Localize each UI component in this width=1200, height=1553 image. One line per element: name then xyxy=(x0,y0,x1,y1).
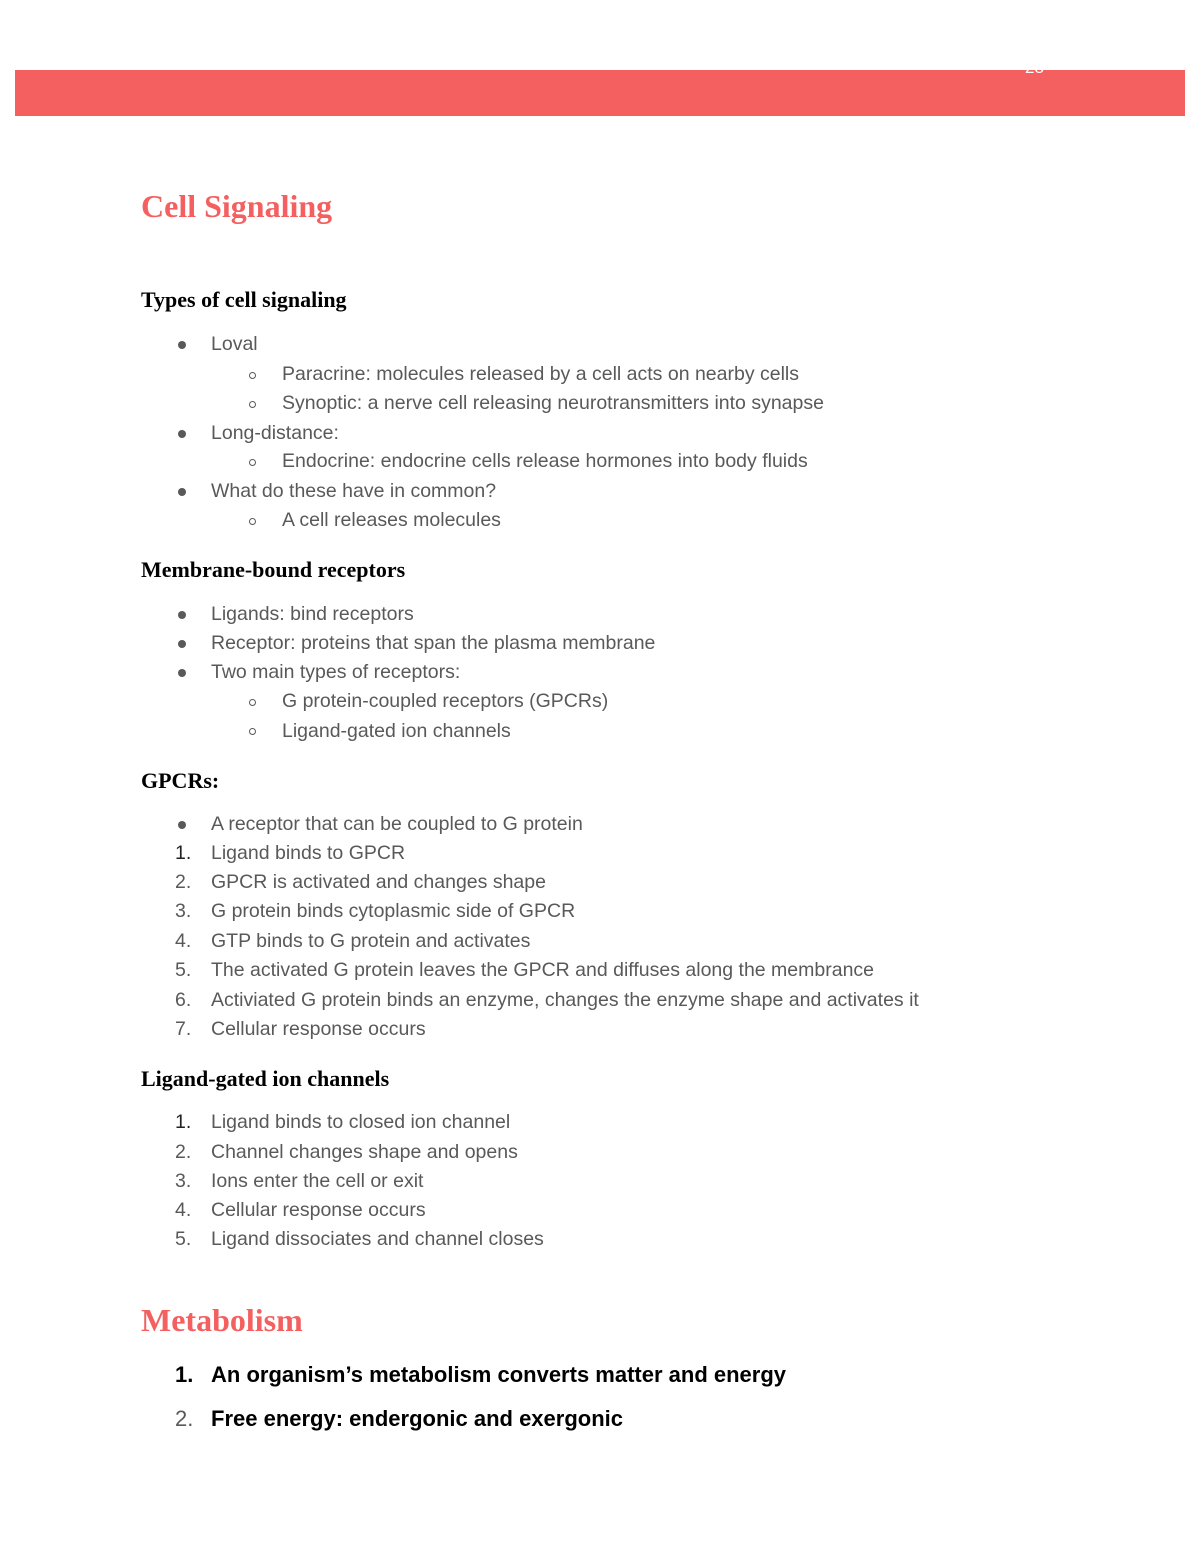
list-item: Ligand dissociates and channel closes xyxy=(211,1228,544,1250)
bullet-icon xyxy=(178,669,186,677)
list-number: 5. xyxy=(175,959,192,981)
list-item: A receptor that can be coupled to G protein xyxy=(211,813,583,835)
list-item: Free energy: endergonic and exergonic xyxy=(211,1406,624,1431)
list-item: Cellular response occurs xyxy=(211,1199,426,1221)
list-item: An organism’s metabolism converts matter and energy xyxy=(211,1362,787,1387)
list-item: Ions enter the cell or exit xyxy=(211,1170,424,1192)
list-number: 4. xyxy=(175,1199,192,1221)
list-number: 1. xyxy=(175,842,192,864)
list-item: Ligand binds to closed ion channel xyxy=(211,1111,511,1133)
list-item: Ligands: bind receptors xyxy=(211,603,414,625)
subheading-types: Types of cell signaling xyxy=(141,287,347,312)
list-number: 2. xyxy=(175,1141,192,1163)
list-item: Endocrine: endocrine cells release hormones into body fluids xyxy=(282,450,808,472)
subheading-ligand-gated: Ligand-gated ion channels xyxy=(141,1066,390,1091)
circle-bullet-icon xyxy=(249,699,256,706)
list-number: 1. xyxy=(175,1362,194,1387)
circle-bullet-icon xyxy=(249,401,256,408)
list-item: Two main types of receptors: xyxy=(211,661,461,683)
list-number: 4. xyxy=(175,930,192,952)
list-item: Long-distance: xyxy=(211,422,339,444)
list-number: 1. xyxy=(175,1111,192,1133)
bullet-icon xyxy=(178,821,186,829)
list-item: GPCR is activated and changes shape xyxy=(211,871,546,893)
list-number: 6. xyxy=(175,989,192,1011)
subheading-membrane-receptors: Membrane-bound receptors xyxy=(141,557,406,582)
list-item: Channel changes shape and opens xyxy=(211,1141,518,1163)
list-item: Synoptic: a nerve cell releasing neurotransmitters into synapse xyxy=(282,392,824,414)
bullet-icon xyxy=(178,488,186,496)
list-item: G protein-coupled receptors (GPCRs) xyxy=(282,690,609,712)
circle-bullet-icon xyxy=(249,459,256,466)
circle-bullet-icon xyxy=(249,372,256,379)
page-number: 28 xyxy=(1025,58,1044,77)
list-number: 2. xyxy=(175,1406,194,1431)
section-title-metabolism: Metabolism xyxy=(141,1302,303,1338)
list-item: Loval xyxy=(211,333,258,355)
list-item: Ligand-gated ion channels xyxy=(282,720,511,742)
list-item: G protein binds cytoplasmic side of GPCR xyxy=(211,900,576,922)
list-number: 7. xyxy=(175,1018,192,1040)
bullet-icon xyxy=(178,611,186,619)
list-item: Activiated G protein binds an enzyme, changes the enzyme shape and activates it xyxy=(211,989,919,1011)
list-item: The activated G protein leaves the GPCR and diffuses along the membrance xyxy=(211,959,875,981)
list-item: Paracrine: molecules released by a cell acts on nearby cells xyxy=(282,363,800,385)
list-item: Ligand binds to GPCR xyxy=(211,842,406,864)
circle-bullet-icon xyxy=(249,518,256,525)
list-number: 2. xyxy=(175,871,192,893)
header-bar xyxy=(15,58,1185,116)
list-item: What do these have in common? xyxy=(211,480,497,502)
section-title-cell-signaling: Cell Signaling xyxy=(141,188,333,224)
list-item: Cellular response occurs xyxy=(211,1018,426,1040)
list-number: 5. xyxy=(175,1228,192,1250)
subheading-gpcrs: GPCRs: xyxy=(141,768,220,793)
circle-bullet-icon xyxy=(249,728,256,735)
bullet-icon xyxy=(178,430,186,438)
list-number: 3. xyxy=(175,1170,192,1192)
bullet-icon xyxy=(178,341,186,349)
bullet-icon xyxy=(178,640,186,648)
list-item: A cell releases molecules xyxy=(282,509,501,531)
list-item: Receptor: proteins that span the plasma membrane xyxy=(211,632,656,654)
list-number: 3. xyxy=(175,900,192,922)
list-item: GTP binds to G protein and activates xyxy=(211,930,531,952)
